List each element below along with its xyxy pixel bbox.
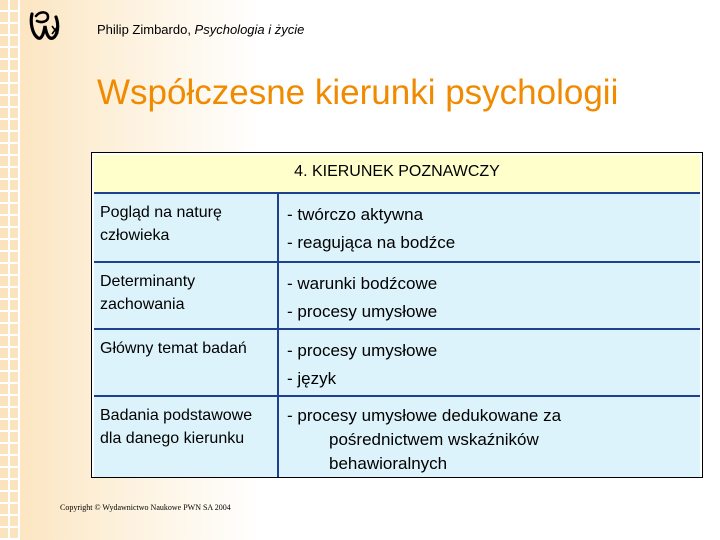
table-row: [94, 194, 700, 263]
book-title: Psychologia i życie: [194, 22, 305, 37]
value-line: - procesy umysłowe dedukowane za: [287, 406, 562, 425]
row-value: [280, 194, 700, 261]
comparison-table: [91, 152, 703, 478]
value-line: - reagująca na bodźce: [287, 233, 456, 252]
slide-title: Współczesne kierunki psychologii: [97, 73, 619, 112]
row-label: Badania podstawowe dla danego kierunku: [94, 397, 279, 477]
value-line: - procesy umysłowe: [287, 341, 438, 360]
row-label: Determinanty zachowania: [94, 263, 279, 328]
row-label: Pogląd na naturę człowieka: [94, 194, 279, 261]
table-row: [94, 263, 700, 330]
table-row: [94, 397, 700, 477]
source-reference: [97, 22, 304, 37]
row-value: [280, 330, 700, 395]
row-value: [280, 263, 700, 328]
value-line: behawioralnych: [329, 454, 448, 473]
copyright-notice: Copyright © Wydawnictwo Naukowe PWN SA 2004: [60, 503, 231, 512]
value-line: - warunki bodźcowe: [287, 274, 438, 293]
row-label: Główny temat badań: [94, 330, 279, 395]
value-line: pośrednictwem wskaźników: [329, 430, 539, 449]
author-text: Philip Zimbardo,: [97, 22, 195, 37]
value-line: - procesy umysłowe: [287, 302, 438, 321]
decorative-side-strip: [0, 0, 20, 540]
table-heading: 4. KIERUNEK POZNAWCZY: [94, 155, 700, 194]
publisher-logo-icon: [28, 8, 62, 44]
value-line: - twórczo aktywna: [287, 205, 424, 224]
row-value: [280, 397, 700, 477]
table-row: [94, 330, 700, 397]
value-line: - język: [287, 369, 337, 388]
